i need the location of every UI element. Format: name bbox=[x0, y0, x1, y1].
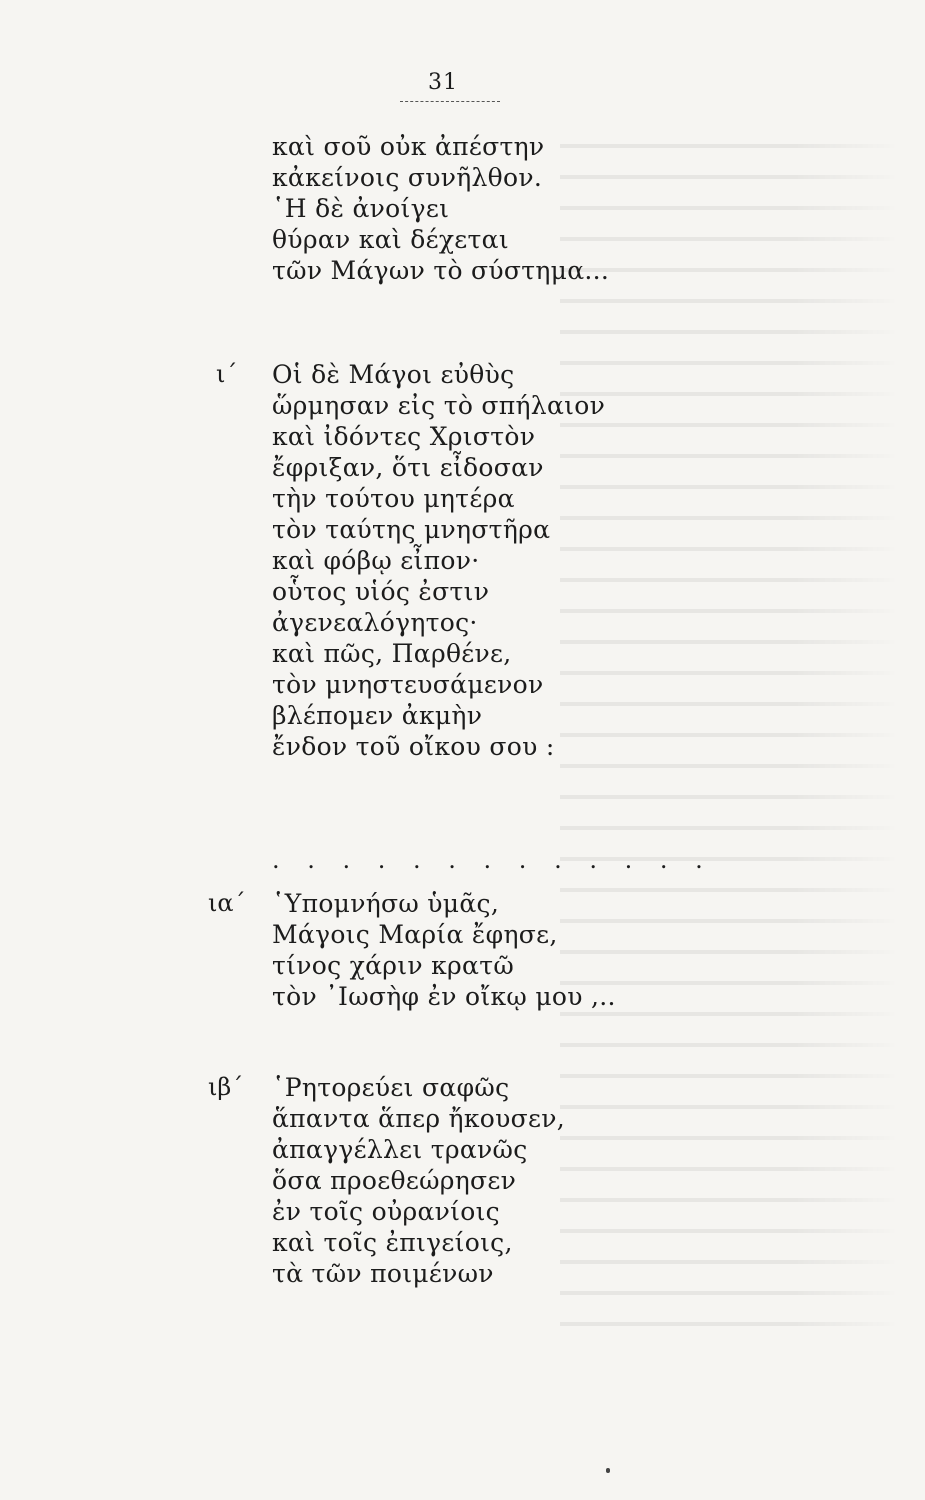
stanza-number: ια´ bbox=[208, 889, 246, 917]
verse-line: καὶ πῶς, Παρθένε, bbox=[272, 639, 512, 668]
verse-line: τὸν μνηστευσάμενον bbox=[272, 670, 544, 699]
verse-line: τὸν ταύτης μνηστῆρα bbox=[272, 515, 551, 544]
verse-line: βλέπομεν ἀκμὴν bbox=[272, 701, 483, 730]
stanza-continuation bbox=[272, 131, 609, 286]
verse-line: ἅπαντα ἅπερ ἤκουσεν, bbox=[272, 1104, 565, 1133]
verse-line: καὶ φόβῳ εἶπον· bbox=[272, 546, 480, 575]
verse-line: ἀγενεαλόγητος· bbox=[272, 608, 478, 637]
verse-line: κἀκείνοις συνῆλθον. bbox=[272, 163, 543, 192]
stanza-number: ι´ bbox=[216, 360, 238, 388]
verse-line: ῾Ρητορεύει σαφῶς bbox=[272, 1073, 510, 1102]
verse-line: ῾Η δὲ ἀνοίγει bbox=[272, 194, 450, 223]
ink-speck bbox=[606, 1468, 610, 1473]
verse-line: καὶ τοῖς ἐπιγείοις, bbox=[272, 1228, 513, 1257]
page-number: 31 bbox=[428, 70, 458, 95]
stanza-number: ιβ´ bbox=[208, 1073, 244, 1101]
verse-line: Οἱ δὲ Μάγοι εὐθὺς bbox=[272, 360, 515, 389]
verse-line: τὸν ᾿Ιωσὴφ ἐν οἴκῳ μου ,.. bbox=[272, 982, 616, 1011]
verse-line: ἀπαγγέλλει τρανῶς bbox=[272, 1135, 528, 1164]
verse-line: τὴν τούτου μητέρα bbox=[272, 484, 515, 513]
verse-line: τὰ τῶν ποιμένων bbox=[272, 1259, 494, 1288]
verse-line: ὅσα προεθεώρησεν bbox=[272, 1166, 517, 1195]
bleed-through-shadow bbox=[560, 130, 900, 1350]
verse-line: οὗτος υἱός ἐστιν bbox=[272, 577, 490, 606]
verse-line: ῾Υπομνήσω ὑμᾶς, bbox=[272, 889, 500, 918]
verse-line: ἔφριξαν, ὅτι εἶδοσαν bbox=[272, 453, 544, 482]
verse-line: καὶ ἰδόντες Χριστὸν bbox=[272, 422, 536, 451]
verse-line: τῶν Μάγων τὸ σύστημα... bbox=[272, 256, 610, 285]
verse-line: τίνος χάριν κρατῶ bbox=[272, 951, 515, 980]
stanza-12 bbox=[272, 1072, 565, 1289]
verse-line: θύραν καὶ δέχεται bbox=[272, 225, 509, 254]
ellipsis-row: . . . . . . . . . . . . . bbox=[272, 846, 713, 874]
stanza-11 bbox=[272, 888, 616, 1012]
header-rule bbox=[400, 101, 500, 102]
verse-line: ἐν τοῖς οὐρανίοις bbox=[272, 1197, 500, 1226]
verse-line: ὥρμησαν εἰς τὸ σπήλαιον bbox=[272, 391, 606, 420]
stanza-10 bbox=[272, 359, 605, 762]
verse-line: Μάγοις Μαρία ἔφησε, bbox=[272, 920, 558, 949]
verse-line: ἔνδον τοῦ οἴκου σου : bbox=[272, 732, 555, 761]
verse-line: καὶ σοῦ οὐκ ἀπέστην bbox=[272, 132, 545, 161]
